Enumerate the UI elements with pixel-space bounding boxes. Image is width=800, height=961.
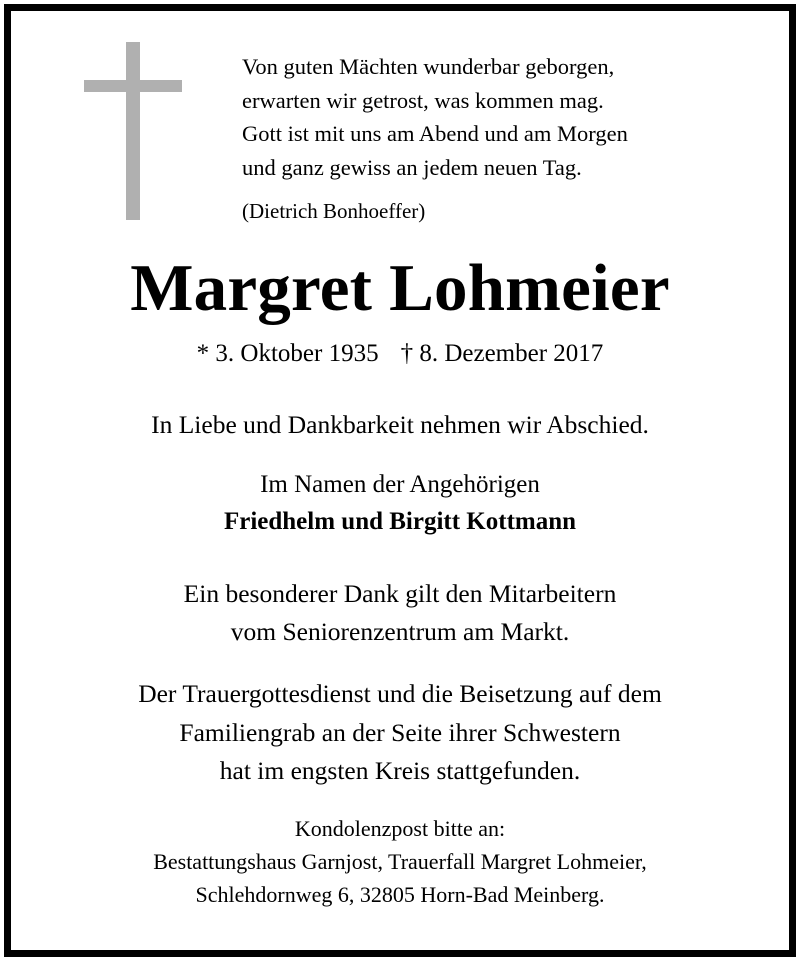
mourners-names: Friedhelm und Birgitt Kottmann	[223, 508, 577, 535]
service-line: hat im engsten Kreis stattgefunden.	[219, 756, 581, 785]
contact-block	[0, 812, 800, 911]
poem-author: (Dietrich Bonhoeffer)	[242, 199, 426, 223]
contact-line: Bestattungshaus Garnjost, Trauerfall Margret Lohmeier,	[153, 849, 647, 874]
poem-line: erwarten wir getrost, was kommen mag.	[242, 87, 604, 113]
service-line: Familiengrab an der Seite ihrer Schwestern	[179, 717, 621, 747]
thanks-line: vom Seniorenzentrum am Markt.	[230, 617, 570, 646]
thanks-block	[0, 575, 800, 651]
poem-verse	[242, 50, 628, 184]
deceased-name: Margret Lohmeier	[130, 251, 670, 325]
service-line: Der Trauergottesdienst und die Beisetzung auf dem	[138, 679, 662, 708]
mourners-intro: Im Namen der Angehörigen	[260, 471, 540, 498]
cross-icon	[84, 42, 182, 220]
birth-date: * 3. Oktober 1935	[196, 340, 379, 367]
poem-line: Von guten Mächten wunderbar geborgen,	[242, 54, 615, 79]
contact-line: Schlehdornweg 6, 32805 Horn-Bad Meinberg.	[195, 882, 605, 907]
farewell-text: In Liebe und Dankbarkeit nehmen wir Abschied.	[151, 410, 649, 439]
thanks-line: Ein besonderer Dank gilt den Mitarbeitern	[183, 579, 617, 608]
contact-line: Kondolenzpost bitte an:	[294, 816, 506, 841]
death-date: † 8. Dezember 2017	[400, 340, 604, 367]
service-block	[0, 675, 800, 791]
life-dates	[0, 336, 800, 372]
poem-line: und ganz gewiss an jedem neuen Tag.	[242, 154, 582, 180]
poem-line: Gott ist mit uns am Abend und am Morgen	[242, 121, 628, 146]
